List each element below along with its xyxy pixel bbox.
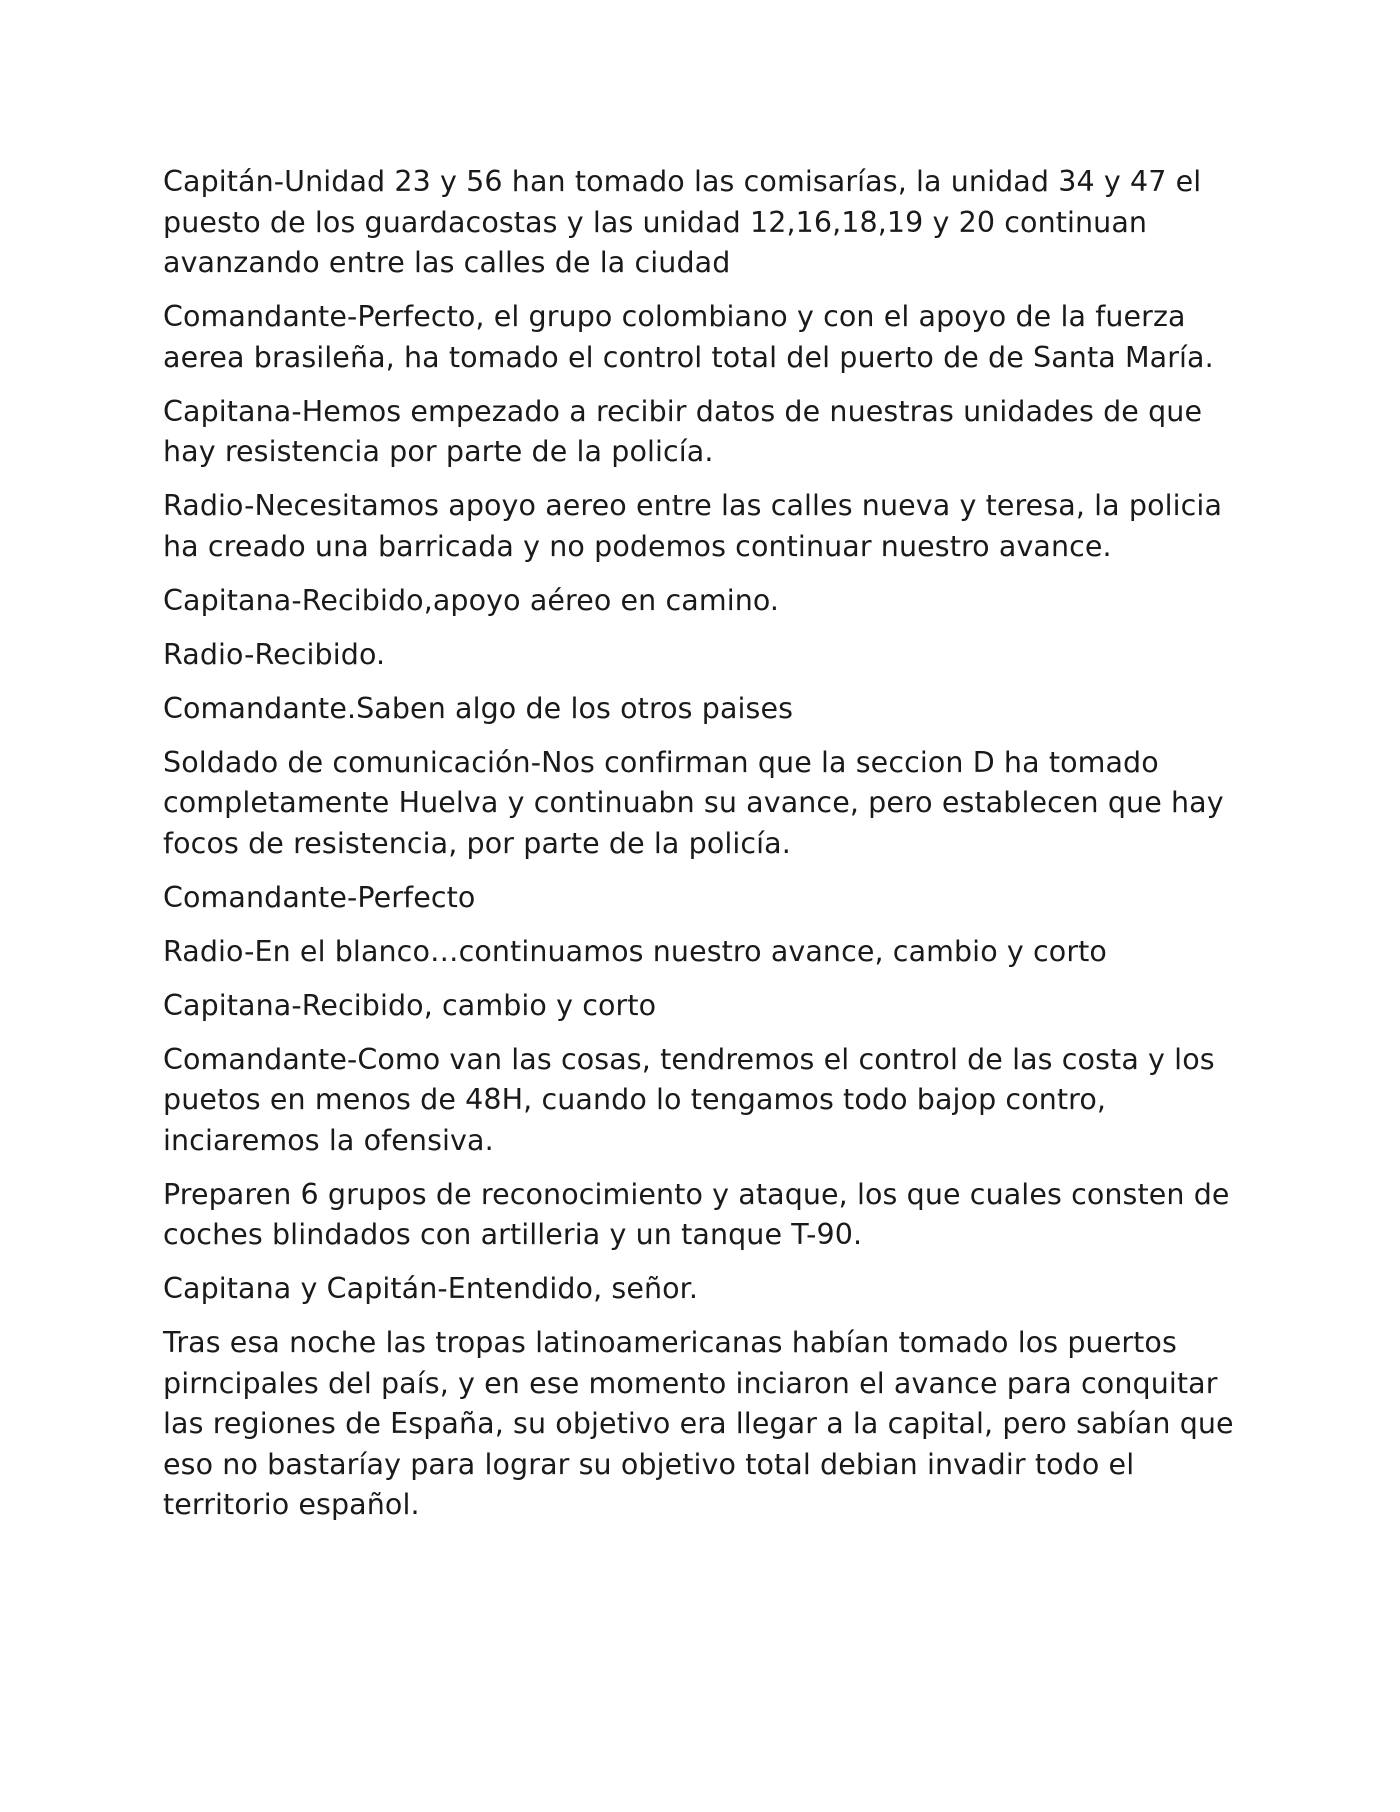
- paragraph-13: Preparen 6 grupos de reconocimiento y ataque, los que cuales consten de coches blindados con artilleria y un tanque T-90.: [163, 1177, 1230, 1251]
- paragraph-4: Radio-Necesitamos apoyo aereo entre las calles nueva y teresa, la policia ha creado una barricada y no podemos continuar nuestro avance.: [163, 489, 1223, 563]
- paragraph-12: Comandante-Como van las cosas, tendremos el control de las costa y los puetos en menos de 48H, cuando lo tengamos todo bajop contro, inciaremos la ofensiva.: [163, 1042, 1215, 1157]
- paragraph-5: Capitana-Recibido,apoyo aéreo en camino.: [163, 583, 780, 617]
- paragraph-9: Comandante-Perfecto: [163, 880, 476, 914]
- paragraph-2: Comandante-Perfecto, el grupo colombiano y con el apoyo de la fuerza aerea brasileña, ha tomado el control total del puerto de de Santa María.: [163, 300, 1214, 374]
- paragraph-1: Capitán-Unidad 23 y 56 han tomado las comisarías, la unidad 34 y 47 el puesto de los guardacostas y las unidad 12,16,18,19 y 20 continuan avanzando entre las calles de la ciudad: [163, 165, 1202, 279]
- paragraph-8: Soldado de comunicación-Nos confirman que la seccion D ha tomado completamente Huelva y continuabn su avance, pero establecen que hay focos de resistencia, por parte de la policía.: [163, 745, 1224, 860]
- paragraph-11: Capitana-Recibido, cambio y corto: [163, 988, 657, 1022]
- paragraph-14: Capitana y Capitán-Entendido, señor.: [163, 1272, 699, 1305]
- document-body: [163, 162, 1235, 1526]
- paragraph-15: Tras esa noche las tropas latinoamericanas habían tomado los puertos pirncipales del país, y en ese momento inciaron el avance para conquitar las regiones de España, su objetivo era llegar a la capital, pero sabían que eso no bastaríay para lograr su objetivo total debian invadir todo el territorio español.: [163, 1326, 1234, 1521]
- paragraph-10: Radio-En el blanco…continuamos nuestro avance, cambio y corto: [163, 934, 1107, 968]
- paragraph-6: Radio-Recibido.: [163, 637, 386, 671]
- paragraph-3: Capitana-Hemos empezado a recibir datos de nuestras unidades de que hay resistencia por parte de la policía.: [163, 394, 1203, 468]
- paragraph-7: Comandante.Saben algo de los otros paises: [163, 691, 794, 725]
